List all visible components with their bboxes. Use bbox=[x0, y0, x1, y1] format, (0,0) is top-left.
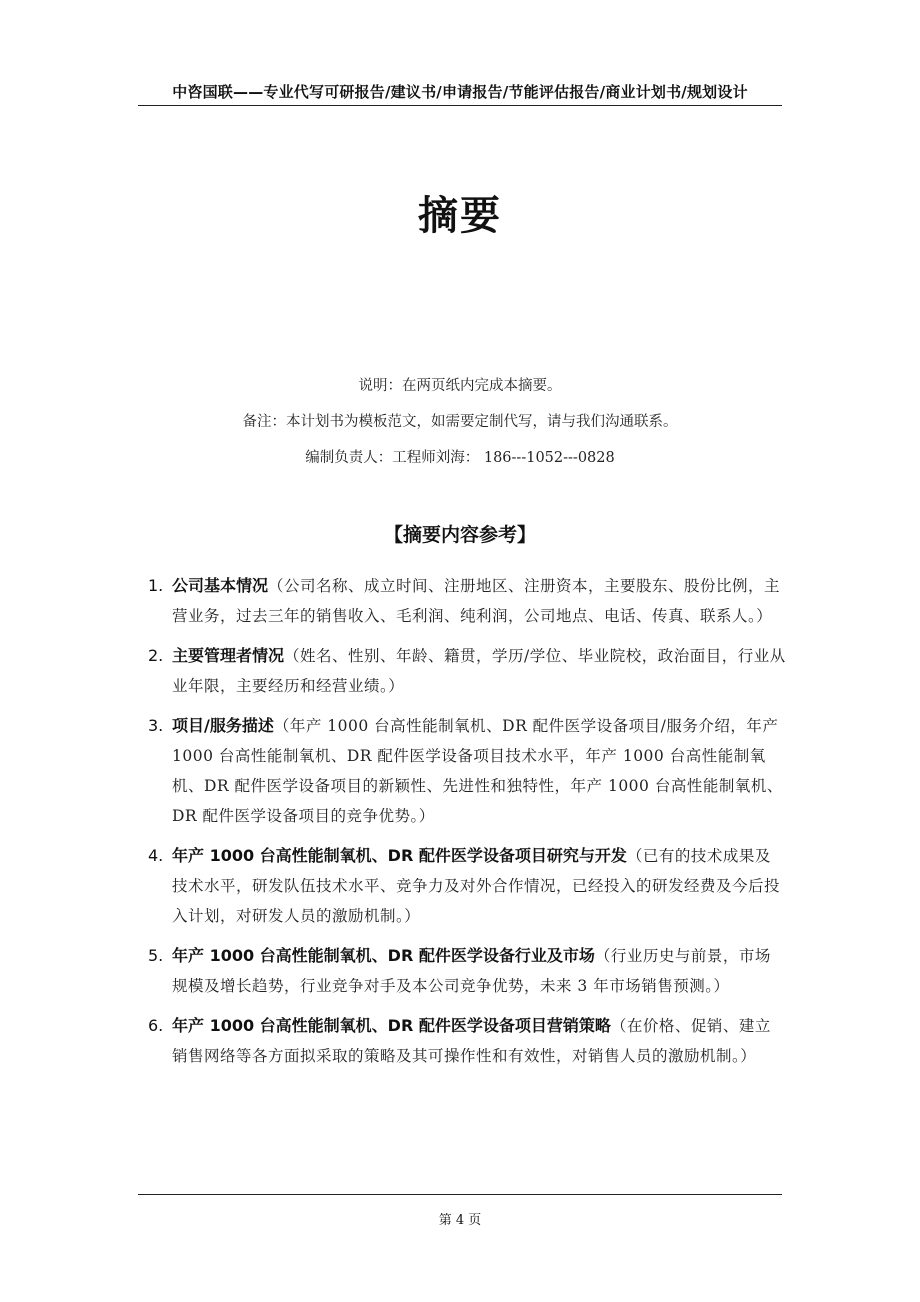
list-item bbox=[146, 1011, 786, 1071]
item-label: 项目/服务描述 bbox=[172, 716, 274, 735]
item-description: （在价格、促销、建立销售网络等各方面拟采取的策略及其可操作性和有效性，对销售人员的激励机制。） bbox=[172, 1017, 771, 1065]
item-number: 2. bbox=[148, 646, 164, 665]
summary-item-list bbox=[146, 571, 786, 1081]
list-item bbox=[146, 571, 786, 631]
item-label: 主要管理者情况 bbox=[172, 646, 285, 665]
list-item bbox=[146, 941, 786, 1001]
list-item bbox=[146, 711, 786, 831]
item-label: 年产 1000 台高性能制氧机、DR 配件医学设备行业及市场 bbox=[172, 946, 595, 965]
item-number: 3. bbox=[148, 716, 164, 735]
item-description: （姓名、性别、年龄、籍贯，学历/学位、毕业院校，政治面目，行业从业年限，主要经历和经营业绩。） bbox=[172, 647, 786, 695]
page-header: 中咨国联——专业代写可研报告/建议书/申请报告/节能评估报告/商业计划书/规划设计 bbox=[172, 83, 748, 101]
note-remark: 备注：本计划书为模板范文，如需要定制代写，请与我们沟通联系。 bbox=[242, 414, 678, 430]
item-label: 年产 1000 台高性能制氧机、DR 配件医学设备项目营销策略 bbox=[172, 1016, 611, 1035]
item-description: （年产 1000 台高性能制氧机、DR 配件医学设备项目/服务介绍，年产 1000 台高性能制氧机、DR 配件医学设备项目技术水平，年产 1000 台高性能制氧机、DR 配件医学设备项目的新颖性、先进性和独特性，年产 1000 台高性能制氧机、DR 配件医学设备项目的竞争优势。） bbox=[172, 717, 783, 825]
list-item bbox=[146, 841, 786, 931]
item-description: （公司名称、成立时间、注册地区、注册资本，主要股东、股份比例，主营业务，过去三年的销售收入、毛利润、纯利润，公司地点、电话、传真、联系人。） bbox=[172, 577, 781, 625]
item-number: 5. bbox=[148, 946, 164, 965]
list-item bbox=[146, 641, 786, 701]
item-number: 1. bbox=[148, 576, 164, 595]
item-description: （行业历史与前景，市场规模及增长趋势，行业竞争对手及本公司竞争优势，未来 3 年市场销售预测。） bbox=[172, 947, 771, 995]
note-instruction: 说明：在两页纸内完成本摘要。 bbox=[358, 378, 562, 394]
section-heading: 【摘要内容参考】 bbox=[383, 524, 536, 546]
item-label: 公司基本情况 bbox=[172, 576, 269, 595]
page-title: 摘要 bbox=[418, 192, 502, 239]
item-number: 6. bbox=[148, 1016, 164, 1035]
item-number: 4. bbox=[148, 846, 164, 865]
footer-divider bbox=[138, 1194, 782, 1195]
item-label: 年产 1000 台高性能制氧机、DR 配件医学设备项目研究与开发 bbox=[172, 846, 627, 865]
header-divider bbox=[138, 105, 782, 106]
page-number: 第 4 页 bbox=[438, 1213, 482, 1228]
item-description: （已有的技术成果及技术水平，研发队伍技术水平、竞争力及对外合作情况，已经投入的研发经费及今后投入计划，对研发人员的激励机制。） bbox=[172, 847, 781, 925]
note-contact: 编制负责人：工程师刘海： 186---1052---0828 bbox=[305, 450, 615, 466]
